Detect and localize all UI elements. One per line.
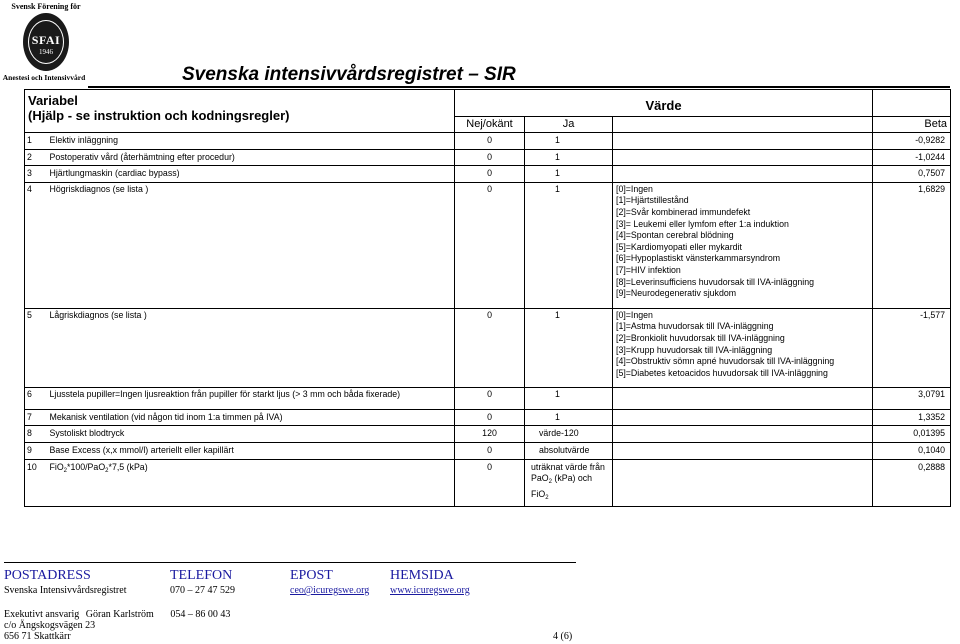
logo-bottom-text: Anestesi och Intensivvård bbox=[2, 73, 86, 82]
option-item: [9]=Neurodegenerativ sjukdom bbox=[616, 288, 737, 299]
title-rule bbox=[88, 86, 950, 88]
subscript: 2 bbox=[63, 467, 68, 474]
footer-rule bbox=[4, 562, 576, 563]
row-options bbox=[613, 133, 873, 150]
row-number: 9 bbox=[25, 443, 47, 460]
row-yes-value: 1 bbox=[525, 182, 613, 308]
option-item: [0]=Ingen bbox=[616, 183, 653, 194]
header-beta: Beta bbox=[873, 117, 951, 133]
row-number: 5 bbox=[25, 308, 47, 388]
table-row bbox=[25, 308, 951, 388]
text-part: (kPa) och FiO bbox=[531, 473, 593, 499]
option-item: [5]=Diabetes ketoacidos huvudorsak till IVA-inläggning bbox=[616, 367, 828, 378]
row-beta: 1,3352 bbox=[873, 409, 951, 426]
text-part: *7,5 (kPa) bbox=[108, 461, 148, 472]
row-yes-value: absolutvärde bbox=[525, 443, 613, 460]
row-variable-label: Postoperativ vård (återhämtning efter procedur) bbox=[47, 149, 455, 166]
row-options bbox=[613, 426, 873, 443]
row-options bbox=[613, 409, 873, 426]
document-title: Svenska intensivvårdsregistret – SIR bbox=[182, 64, 516, 85]
footer-values bbox=[0, 585, 960, 599]
option-item: [0]=Ingen bbox=[616, 309, 653, 320]
row-beta: 0,1040 bbox=[873, 443, 951, 460]
row-yes-value: 1 bbox=[525, 308, 613, 388]
yes-line-1: uträknat värde från bbox=[531, 461, 605, 472]
text-part: FiO bbox=[49, 461, 64, 472]
table-row bbox=[25, 409, 951, 426]
row-number: 8 bbox=[25, 426, 47, 443]
row-no-value: 0 bbox=[455, 182, 525, 308]
option-item: [6]=Hypoplastiskt vänsterkammarsyndrom bbox=[616, 253, 781, 264]
header-variable: Variabel bbox=[28, 93, 78, 108]
subscript: 2 bbox=[545, 494, 549, 501]
yes-line-2 bbox=[531, 473, 609, 504]
row-options bbox=[613, 459, 873, 507]
footer-head-phone: TELEFON bbox=[170, 568, 233, 583]
row-number: 1 bbox=[25, 133, 47, 150]
row-yes-value: värde-120 bbox=[525, 426, 613, 443]
row-options bbox=[613, 443, 873, 460]
footer-exec-name: Göran Karlström bbox=[85, 609, 154, 620]
row-variable-label: Högriskdiagnos (se lista ) bbox=[47, 182, 455, 308]
footer-city: 656 71 Skattkärr bbox=[4, 631, 71, 642]
footer-exec-label: Exekutivt ansvarig bbox=[4, 609, 80, 620]
row-no-value: 0 bbox=[455, 133, 525, 150]
option-item: [1]=Astma huvudorsak till IVA-inläggning bbox=[616, 321, 774, 332]
option-item: [3]= Leukemi eller lymfom efter 1:a induktion bbox=[616, 218, 789, 229]
variable-table bbox=[24, 89, 951, 507]
row-variable-label: Lågriskdiagnos (se lista ) bbox=[47, 308, 455, 388]
text-part: PaO bbox=[531, 473, 549, 484]
logo-top-text: Svensk Förening för bbox=[11, 2, 81, 11]
row-number: 7 bbox=[25, 409, 47, 426]
row-beta: 0,7507 bbox=[873, 166, 951, 183]
footer-org: Svenska Intensivvårdsregistret bbox=[4, 585, 127, 596]
row-number: 6 bbox=[25, 388, 47, 410]
table-row bbox=[25, 166, 951, 183]
table-row bbox=[25, 149, 951, 166]
row-no-value: 0 bbox=[455, 308, 525, 388]
option-item: [4]=Spontan cerebral blödning bbox=[616, 230, 734, 241]
footer-head-address: POSTADRESS bbox=[4, 568, 91, 583]
option-item: [3]=Krupp huvudorsak till IVA-inläggning bbox=[616, 344, 773, 355]
row-variable-label: Ljusstela pupiller=Ingen ljusreaktion från pupiller för starkt ljus (> 3 mm och båda fixerade) bbox=[47, 388, 455, 410]
row-options bbox=[613, 149, 873, 166]
row-beta: -1,577 bbox=[873, 308, 951, 388]
row-variable-label: Elektiv inläggning bbox=[47, 133, 455, 150]
row-no-value: 0 bbox=[455, 388, 525, 410]
row-beta: -1,0244 bbox=[873, 149, 951, 166]
option-item: [8]=Leverinsufficiens huvudorsak till IVA-inläggning bbox=[616, 276, 814, 287]
row-variable-label: Mekanisk ventilation (vid någon tid inom 1:a timmen på IVA) bbox=[47, 409, 455, 426]
header-no: Nej/okänt bbox=[455, 117, 525, 133]
row-beta: 0,01395 bbox=[873, 426, 951, 443]
sfai-logo bbox=[2, 2, 86, 82]
option-item: [4]=Obstruktiv sömn apné huvudorsak till IVA-inläggning bbox=[616, 356, 835, 367]
row-number: 3 bbox=[25, 166, 47, 183]
footer-head-web: HEMSIDA bbox=[390, 568, 454, 583]
row-yes-value: 1 bbox=[525, 166, 613, 183]
footer-exec-phone: 054 – 86 00 43 bbox=[170, 609, 231, 620]
row-beta: 3,0791 bbox=[873, 388, 951, 410]
header-yes: Ja bbox=[525, 117, 613, 133]
subscript: 2 bbox=[548, 479, 552, 486]
seal-year: 1946 bbox=[39, 48, 53, 56]
row-no-value: 0 bbox=[455, 443, 525, 460]
row-no-value: 0 bbox=[455, 166, 525, 183]
header-variable-sub: (Hjälp - se instruktion och kodningsregler) bbox=[28, 108, 290, 123]
footer-headings bbox=[0, 568, 960, 586]
row-variable-label bbox=[47, 459, 455, 507]
option-item: [2]=Svår kombinerad immundefekt bbox=[616, 206, 751, 217]
row-variable-label: Systoliskt blodtryck bbox=[47, 426, 455, 443]
row-options bbox=[613, 388, 873, 410]
table-row bbox=[25, 443, 951, 460]
footer-phone: 070 – 27 47 529 bbox=[170, 585, 235, 596]
header-value: Värde bbox=[455, 90, 873, 117]
page-number: 4 (6) bbox=[553, 631, 573, 642]
row-yes-value: 1 bbox=[525, 133, 613, 150]
row-no-value: 0 bbox=[455, 149, 525, 166]
row-no-value: 0 bbox=[455, 459, 525, 507]
row-yes-value: 1 bbox=[525, 149, 613, 166]
table-row bbox=[25, 133, 951, 150]
row-variable-label: Hjärtlungmaskin (cardiac bypass) bbox=[47, 166, 455, 183]
row-yes-value: 1 bbox=[525, 409, 613, 426]
option-item: [2]=Bronkiolit huvudorsak till IVA-inläggning bbox=[616, 332, 785, 343]
footer-exec-line bbox=[4, 609, 230, 620]
row-options bbox=[613, 182, 873, 308]
row-options bbox=[613, 308, 873, 388]
table-row bbox=[25, 388, 951, 410]
table-row bbox=[25, 426, 951, 443]
footer-web-link[interactable]: www.icuregswe.org bbox=[390, 585, 470, 596]
option-item: [1]=Hjärtstillestånd bbox=[616, 195, 689, 206]
option-item: [5]=Kardiomyopati eller mykardit bbox=[616, 241, 742, 252]
header-variable-cell bbox=[25, 90, 455, 133]
row-number: 10 bbox=[25, 459, 47, 507]
table-header-row bbox=[25, 90, 951, 117]
text-part: *100/PaO bbox=[67, 461, 106, 472]
row-yes-value bbox=[525, 459, 613, 507]
footer-street: c/o Ängskogsvägen 23 bbox=[4, 620, 96, 631]
row-beta: -0,9282 bbox=[873, 133, 951, 150]
seal-label: SFAI bbox=[31, 33, 61, 47]
row-variable-label: Base Excess (x,x mmol/l) arteriellt eller kapillärt bbox=[47, 443, 455, 460]
row-beta: 1,6829 bbox=[873, 182, 951, 308]
row-options bbox=[613, 166, 873, 183]
row-beta: 0,2888 bbox=[873, 459, 951, 507]
table-row bbox=[25, 459, 951, 507]
row-number: 2 bbox=[25, 149, 47, 166]
row-yes-value: 1 bbox=[525, 388, 613, 410]
row-no-value: 120 bbox=[455, 426, 525, 443]
footer-head-email: EPOST bbox=[290, 568, 333, 583]
row-number: 4 bbox=[25, 182, 47, 308]
row-no-value: 0 bbox=[455, 409, 525, 426]
sfai-seal-icon bbox=[23, 13, 69, 71]
subscript: 2 bbox=[105, 467, 109, 474]
option-item: [7]=HIV infektion bbox=[616, 264, 681, 275]
footer-email-link[interactable]: ceo@icuregswe.org bbox=[290, 585, 370, 596]
table-row bbox=[25, 182, 951, 308]
